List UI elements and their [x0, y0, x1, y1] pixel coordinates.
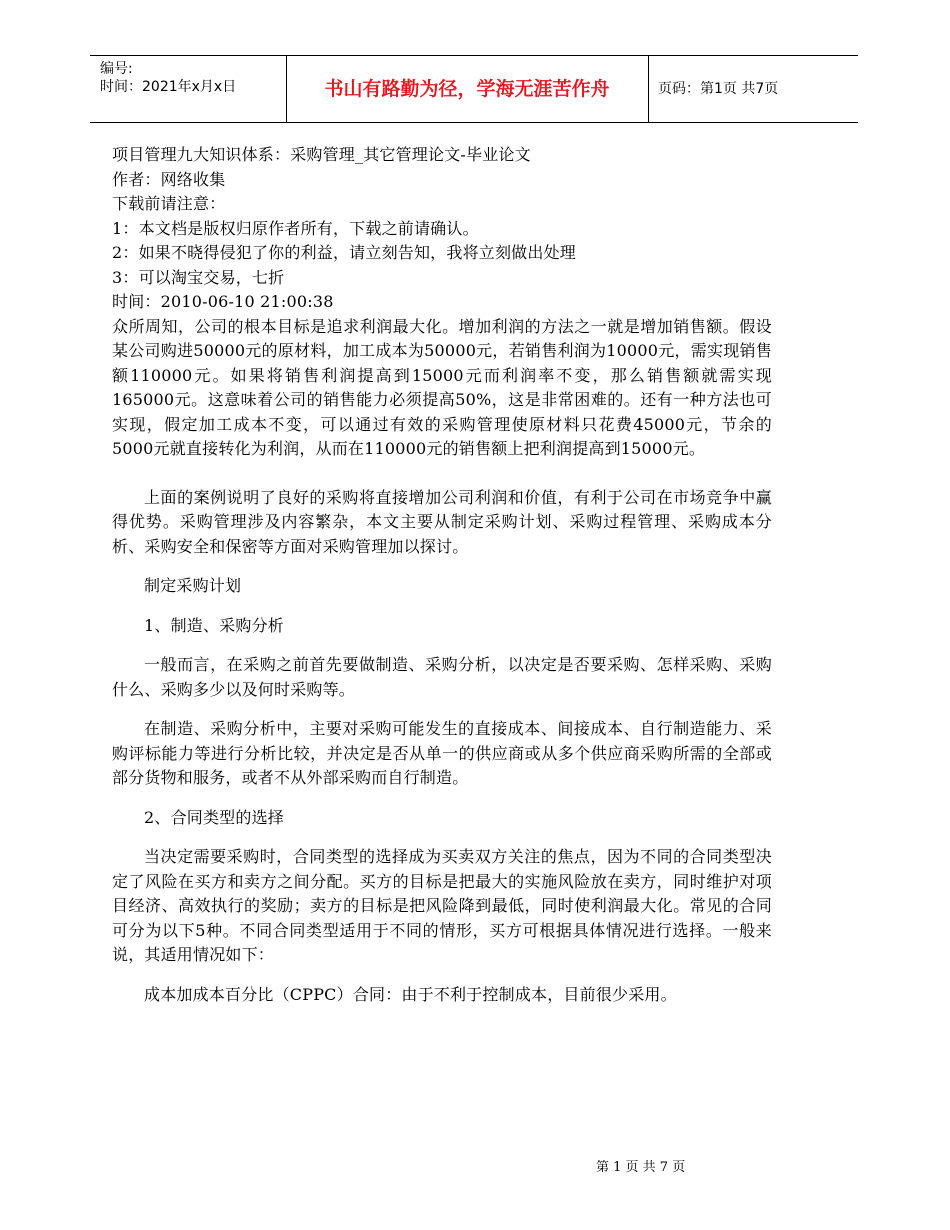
paragraph-5: 成本加成本百分比（CPPC）合同：由于不利于控制成本，目前很少采用。 — [144, 984, 677, 1004]
header-number-label: 编号: — [100, 61, 133, 77]
notice-title: 下载前请注意： — [112, 194, 226, 213]
subheading-contract-type: 2、合同类型的选择 — [144, 807, 284, 827]
subheading-make-buy: 1、制造、采购分析 — [144, 615, 284, 635]
intro-paragraph: 众所周知，公司的根本目标是追求利润最大化。增加利润的方法之一就是增加销售额。假设某公司购进50000元的原材料，加工成本为50000元，若销售利润为10000元，需实现销售额110000元。如果将销售利润提高到15000元而利润率不变，那么销售额就需实现165000元。这意味着公司的销售能力必须提高50%，这是非常困难的。还有一种方法也可实现，假定加工成本不变，可以通过有效的采购管理使原材料只花费45000元，节余的5000元就直接转化为利润，从而在110000元的销售额上把利润提高到15000元。 — [112, 316, 772, 458]
paragraph-2: 一般而言，在采购之前首先要做制造、采购分析，以决定是否要采购、怎样采购、采购什么、采购多少以及何时采购等。 — [112, 655, 772, 699]
document-body — [112, 143, 772, 1007]
paragraph-3: 在制造、采购分析中，主要对采购可能发生的直接成本、间接成本、自行制造能力、采购评标能力等进行分析比较，并决定是否从单一的供应商或从多个供应商采购所需的全部或部分货物和服务，或者不从外部采购而自行制造。 — [112, 719, 772, 787]
document-title: 项目管理九大知识体系：采购管理_其它管理论文-毕业论文 — [112, 145, 531, 164]
page-header — [90, 55, 858, 123]
paragraph-1: 上面的案例说明了良好的采购将直接增加公司利润和价值，有利于公司在市场竞争中赢得优势。采购管理涉及内容繁杂，本文主要从制定采购计划、采购过程管理、采购成本分析、采购安全和保密等方面对采购管理加以探讨。 — [112, 487, 772, 556]
notice-item-1: 1：本文档是版权归原作者所有，下载之前请确认。 — [112, 218, 479, 238]
document-time: 时间：2010-06-10 21:00:38 — [112, 292, 334, 311]
header-divider-right — [648, 56, 649, 122]
notice-item-2: 2：如果不晓得侵犯了你的利益，请立刻告知，我将立刻做出处理 — [112, 243, 576, 262]
section-heading-plan: 制定采购计划 — [144, 576, 242, 595]
header-motto: 书山有路勤为径，学海无涯苦作舟 — [324, 78, 610, 100]
document-author: 作者：网络收集 — [112, 169, 226, 189]
notice-item-3: 3：可以淘宝交易，七折 — [112, 267, 285, 287]
header-page-label: 页码：第1页 共7页 — [658, 81, 779, 97]
header-info — [100, 60, 236, 96]
paragraph-4: 当决定需要采购时，合同类型的选择成为买卖双方关注的焦点，因为不同的合同类型决定了风险在买方和卖方之间分配。买方的目标是把最大的实施风险放在卖方，同时维护对项目经济、高效执行的奖励；卖方的目标是把风险降到最低，同时使利润最大化。常见的合同可分为以下5种。不同合同类型适用于不同的情形，买方可根据具体情况进行选择。一般来说，其适用情况如下： — [112, 847, 772, 964]
header-time-label: 时间：2021年x月x日 — [100, 79, 237, 95]
page-footer: 第 1 页 共 7 页 — [596, 1160, 686, 1175]
